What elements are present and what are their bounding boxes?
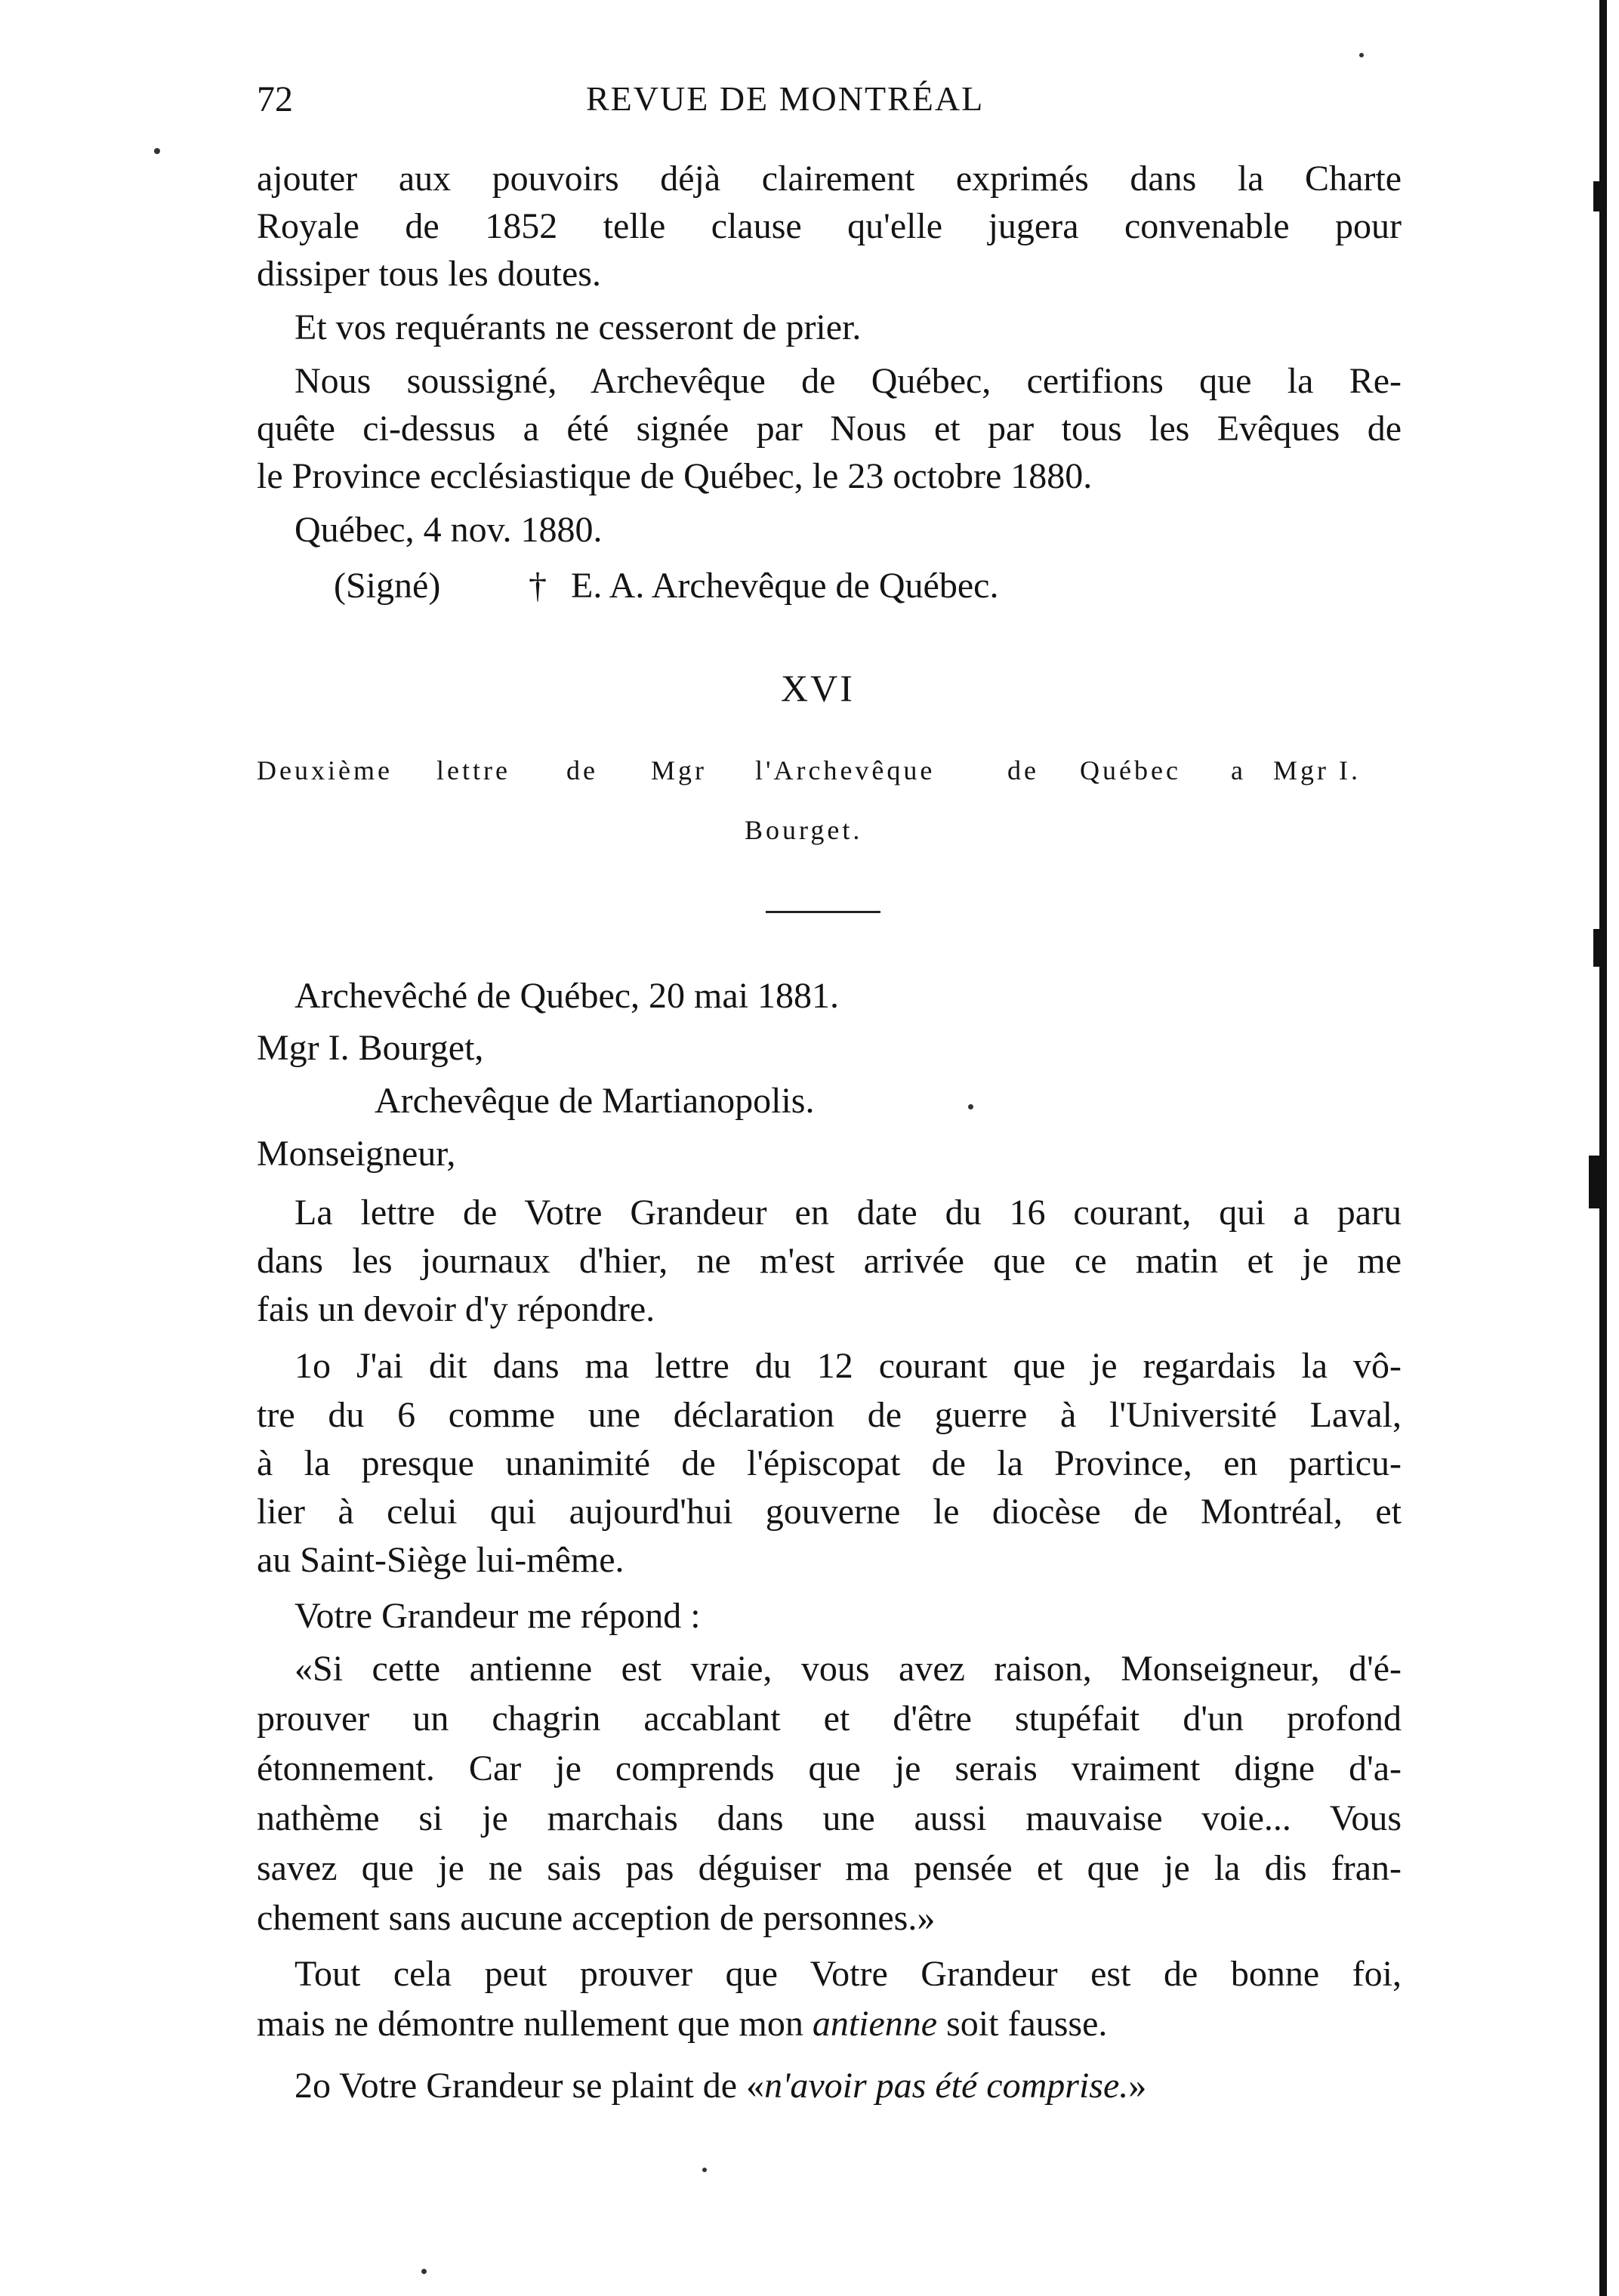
quote-line: savez que je ne sais pas déguiser ma pensée et que je la dis fran-	[257, 1848, 1402, 1888]
italic-phrase: n'avoir pas été comprise.	[764, 2066, 1129, 2106]
text-line: au Saint-Siège lui-même.	[257, 1540, 624, 1580]
text-line: lier à celui qui aujourd'hui gouverne le diocèse de Montréal, et	[257, 1492, 1402, 1532]
text-line: fais un devoir d'y répondre.	[257, 1289, 655, 1329]
text-segment: 2o Votre Grandeur se plaint de «	[295, 2066, 765, 2106]
text-line: Nous soussigné, Archevêque de Québec, certifions que la Re-	[295, 361, 1402, 401]
title-word: Mgr I.	[1273, 755, 1361, 785]
section-number: XVI	[781, 667, 855, 709]
title-word: Bourget.	[745, 815, 863, 845]
text-line	[295, 2068, 1146, 2104]
text-line: ajouter aux pouvoirs déjà clairement exprimés dans la Charte	[257, 159, 1402, 199]
title-word: Mgr	[651, 755, 707, 785]
speck	[968, 1104, 973, 1109]
text-line: dans les journaux d'hier, ne m'est arrivée que ce matin et je me	[257, 1241, 1402, 1281]
place-date: Québec, 4 nov. 1880.	[295, 510, 603, 550]
text-line: Royale de 1852 telle clause qu'elle jugera convenable pour	[257, 206, 1402, 246]
signed-label: (Signé)	[334, 566, 441, 606]
text-line: à la presque unanimité de l'épiscopat de la Province, en particu-	[257, 1443, 1402, 1483]
cross-mark: †	[529, 566, 547, 606]
text-segment: mais ne démontre nullement que mon	[257, 2004, 813, 2044]
title-word: lettre	[436, 755, 510, 785]
title-word: l'Archevêque	[755, 755, 936, 785]
title-word: Deuxième	[257, 755, 393, 785]
speck	[702, 2168, 707, 2172]
text-line: Et vos requérants ne cesseront de prier.	[295, 307, 862, 347]
quote-line: prouver un chagrin accablant et d'être stupéfait d'un profond	[257, 1699, 1402, 1739]
text-segment: soit fausse.	[937, 2004, 1108, 2044]
running-title: REVUE DE MONTRÉAL	[586, 79, 985, 118]
speck	[1359, 53, 1364, 57]
speck	[421, 2269, 427, 2274]
text-line: La lettre de Votre Grandeur en date du 16 courant, qui a paru	[295, 1193, 1402, 1233]
section-title-line	[745, 810, 862, 846]
quote-line: chement sans aucune acception de personnes.»	[257, 1898, 936, 1938]
text-line: Tout cela peut prouver que Votre Grandeur est de bonne foi,	[295, 1954, 1402, 1994]
section-rule	[766, 911, 880, 913]
addressee: Mgr I. Bourget,	[257, 1028, 484, 1068]
page-number: 72	[257, 79, 293, 119]
text-line: Votre Grandeur me répond :	[295, 1596, 701, 1636]
spine-notch	[1589, 1156, 1599, 1208]
text-line: dissiper tous les doutes.	[257, 254, 601, 294]
quote-line: «Si cette antienne est vraie, vous avez raison, Monseigneur, d'é-	[295, 1649, 1402, 1689]
title-word: de	[1007, 755, 1039, 785]
spine-notch	[1593, 929, 1604, 967]
text-line	[257, 2006, 1107, 2042]
spine-notch	[1593, 181, 1604, 211]
title-word: a	[1231, 755, 1246, 785]
title-word: de	[566, 755, 598, 785]
text-segment: »	[1128, 2066, 1147, 2106]
text-line: quête ci-dessus a été signée par Nous et par tous les Evêques de	[257, 409, 1402, 449]
salutation: Monseigneur,	[257, 1134, 456, 1174]
speck	[154, 148, 160, 154]
text-line: le Province ecclésiastique de Québec, le 23 octobre 1880.	[257, 456, 1093, 496]
addressee-title: Archevêque de Martianopolis.	[375, 1081, 815, 1121]
italic-word: antienne	[812, 2004, 938, 2044]
quote-line: nathème si je marchais dans une aussi mauvaise voie... Vous	[257, 1798, 1402, 1838]
text-line: tre du 6 comme une déclaration de guerre à l'Université Laval,	[257, 1395, 1402, 1435]
signature-name: E. A. Archevêque de Québec.	[571, 566, 999, 606]
book-spine-edge	[1599, 0, 1607, 2296]
letter-place-date: Archevêché de Québec, 20 mai 1881.	[295, 976, 840, 1016]
text-line: 1o J'ai dit dans ma lettre du 12 courant que je regardais la vô-	[295, 1346, 1402, 1386]
quote-line: étonnement. Car je comprends que je serais vraiment digne d'a-	[257, 1748, 1402, 1788]
title-word: Québec	[1080, 755, 1181, 785]
